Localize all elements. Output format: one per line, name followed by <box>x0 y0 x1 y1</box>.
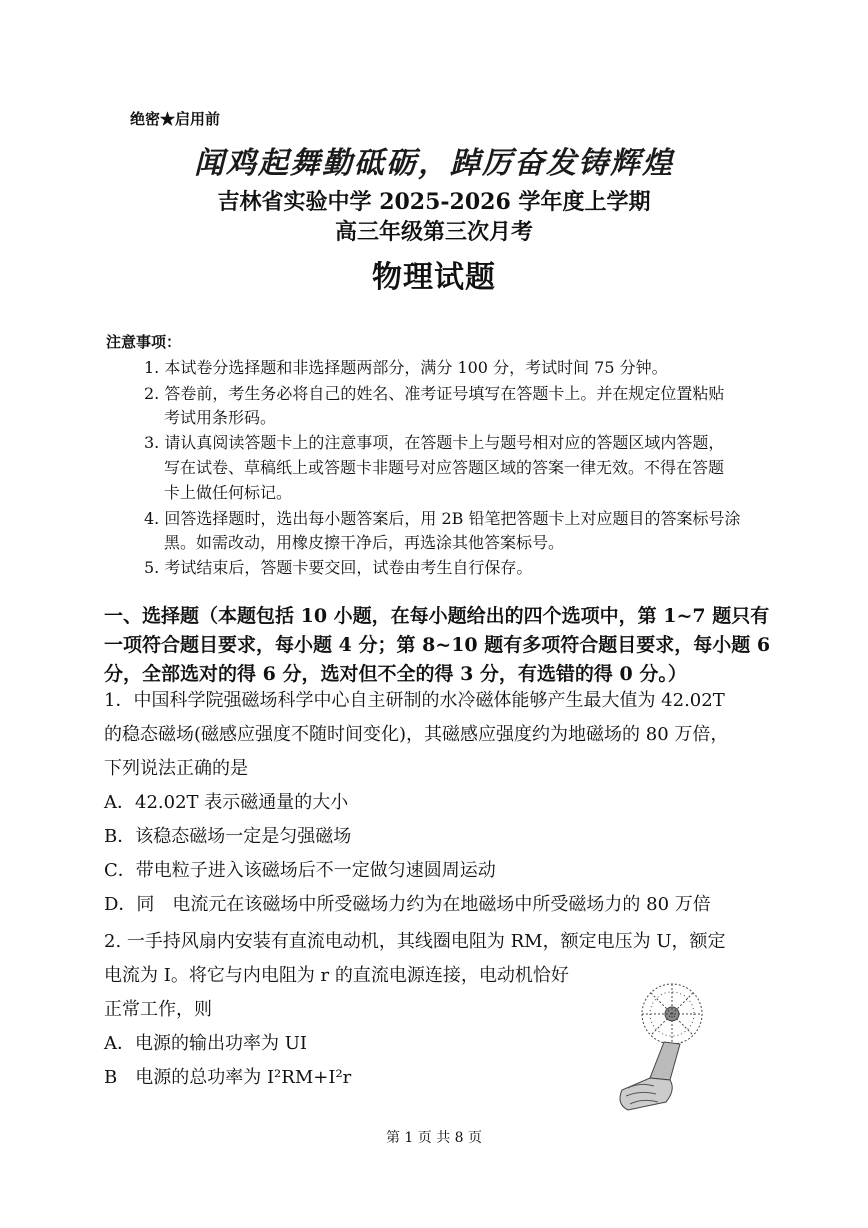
question-1-line: 1．中国科学院强磁场科学中心自主研制的水冷磁体能够产生最大值为 42.02T <box>104 690 725 711</box>
question-1-option-b: B．该稳态磁场一定是匀强磁场 <box>104 826 352 847</box>
exam-school-title: 吉林省实验中学 2025-2026 学年度上学期 <box>217 189 651 215</box>
section-heading: 一、选择题（本题包括 10 小题，在每小题给出的四个选项中，第 1~7 题只有一项符合题目要求，每小题 4 分；第 8~10 题有多项符合题目要求，每小题 6 分，全部选对的得 6 分，选对但不全的得 3 分，有选错的得 0 分。） <box>104 605 771 685</box>
secret-mark: 绝密★启用前 <box>130 110 221 128</box>
notice-item: 卡上做任何标记。 <box>164 483 293 502</box>
notice-item: 黑。如需改动，用橡皮擦干净后，再选涂其他答案标号。 <box>164 533 565 552</box>
question-2-line: 电流为 I。将它与内电阻为 r 的直流电源连接，电动机恰好 <box>104 965 569 986</box>
handheld-fan-illustration <box>606 978 718 1114</box>
question-2-line: 2. 一手持风扇内安装有直流电动机，其线圈电阻为 RM，额定电压为 U，额定 <box>104 931 726 952</box>
question-1-option-a: A．42.02T 表示磁通量的大小 <box>104 792 349 813</box>
page-footer: 第 1 页 共 8 页 <box>385 1130 483 1146</box>
notice-item: 2. 答卷前，考生务必将自己的姓名、准考证号填写在答题卡上。并在规定位置粘贴 <box>144 384 725 403</box>
notice-item: 1. 本试卷分选择题和非选择题两部分，满分 100 分，考试时间 75 分钟。 <box>144 358 668 377</box>
notice-item: 4. 回答选择题时，选出每小题答案后，用 2B 铅笔把答题卡上对应题目的答案标号涂 <box>144 509 741 528</box>
notice-heading: 注意事项： <box>106 333 182 351</box>
exam-grade-title: 高三年级第三次月考 <box>334 219 533 245</box>
question-2-option-b: B 电源的总功率为 I²RM+I²r <box>104 1067 352 1088</box>
question-1-option-d: D．同 电流元在该磁场中所受磁场力约为在地磁场中所受磁场力的 80 万倍 <box>104 894 711 915</box>
question-1-line: 的稳态磁场(磁感应强度不随时间变化)，其磁感应强度约为地磁场的 80 万倍， <box>104 724 729 745</box>
question-2-option-a: A．电源的输出功率为 UI <box>104 1033 308 1054</box>
exam-subject-title: 物理试题 <box>372 260 496 295</box>
question-1-line: 下列说法正确的是 <box>104 758 248 779</box>
notice-item: 5. 考试结束后，答题卡要交回，试卷由考生自行保存。 <box>144 558 533 577</box>
question-2-line: 正常工作，则 <box>104 999 212 1020</box>
notice-item: 3. 请认真阅读答题卡上的注意事项，在答题卡上与题号相对应的答题区域内答题， <box>144 433 725 452</box>
question-1-option-c: C．带电粒子进入该磁场后不一定做匀速圆周运动 <box>104 860 496 881</box>
notice-item: 写在试卷、草稿纸上或答题卡非题号对应答题区域的答案一律无效。不得在答题 <box>164 458 725 477</box>
notice-item: 考试用条形码。 <box>164 408 277 427</box>
school-motto: 闻鸡起舞勤砥砺，踔厉奋发铸辉煌 <box>194 146 674 181</box>
